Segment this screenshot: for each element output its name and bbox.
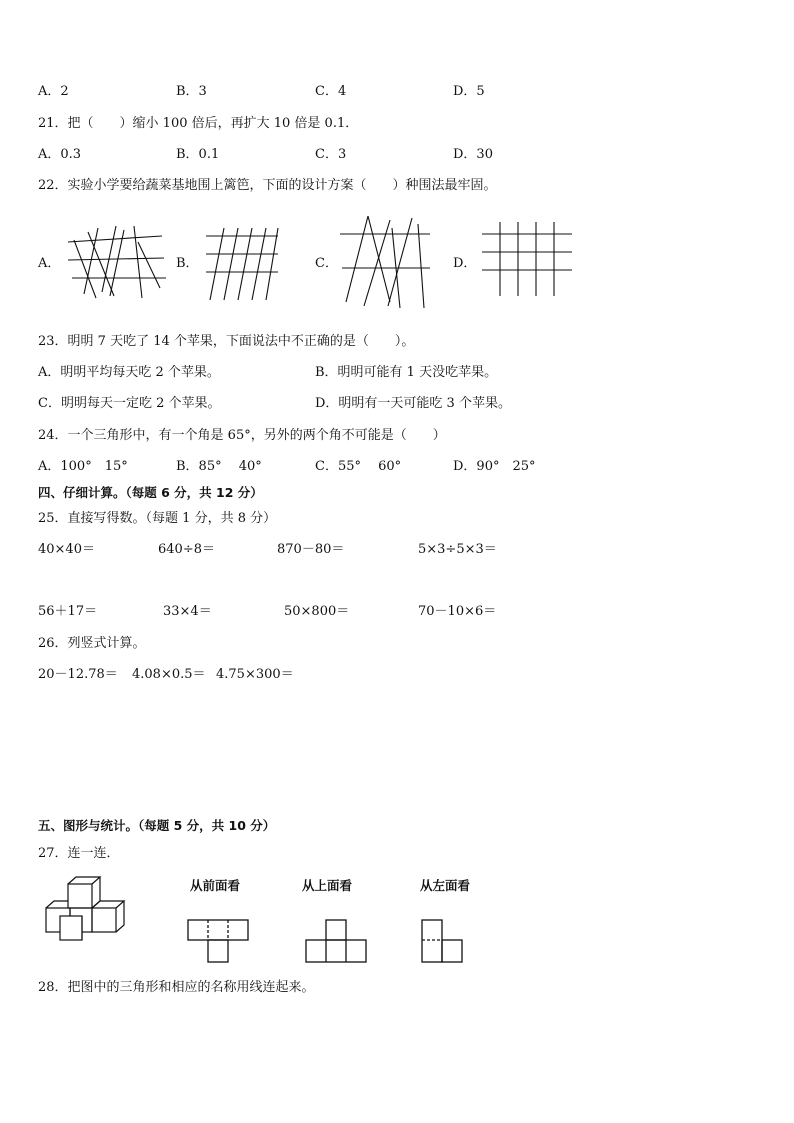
option-d: D．30 (453, 147, 493, 162)
option-d: D．90° 25° (453, 459, 536, 474)
question-26: 26．列竖式计算。 (38, 636, 146, 651)
option-d-label: D． (453, 256, 477, 271)
option-c: C．55° 60° (315, 459, 402, 474)
option-d: D．5 (453, 84, 485, 99)
option-a: A．明明平均每天吃 2 个苹果。 (38, 365, 220, 380)
option-a: A．2 (38, 84, 69, 99)
option-a: A．100° 15° (38, 459, 128, 474)
fence-design-a-figure (68, 222, 168, 300)
fence-design-b-figure (206, 224, 280, 302)
option-b: B．明明可能有 1 天没吃苹果。 (315, 365, 498, 380)
calc-item: 70－10×6＝ (418, 604, 497, 619)
question-25: 25．直接写得数。（每题 1 分，共 8 分） (38, 511, 277, 526)
option-b: B．85° 40° (176, 459, 262, 474)
question-23: 23．明明 7 天吃了 14 个苹果，下面说法中不正确的是（ ）。 (38, 334, 415, 349)
option-b: B．0.1 (176, 147, 220, 162)
view-label-front: 从前面看 (190, 878, 241, 893)
top-view-figure (304, 918, 370, 964)
option-c-label: C． (315, 256, 338, 271)
calc-item: 56＋17＝ (38, 604, 98, 619)
section-5-heading: 五、图形与统计。（每题 5 分，共 10 分） (38, 818, 276, 833)
calc-item: 5×3÷5×3＝ (418, 542, 497, 557)
question-28: 28．把图中的三角形和相应的名称用线连起来。 (38, 980, 315, 995)
fence-design-c-figure (340, 214, 432, 310)
calc-item: 50×800＝ (284, 604, 350, 619)
cube-stack-figure (42, 874, 138, 944)
option-c: C．4 (315, 84, 347, 99)
question-24: 24．一个三角形中，有一个角是 65°，另外的两个角不可能是（ ） (38, 428, 446, 443)
option-a-label: A． (38, 256, 61, 271)
section-4-heading: 四、仔细计算。（每题 6 分，共 12 分） (38, 485, 263, 500)
option-b: B．3 (176, 84, 207, 99)
view-label-top: 从上面看 (302, 878, 353, 893)
front-view-figure (186, 918, 250, 966)
question-22: 22．实验小学要给蔬菜基地围上篱笆，下面的设计方案（ ）种围法最牢固。 (38, 178, 497, 193)
calc-item: 33×4＝ (163, 604, 212, 619)
question-27: 27．连一连． (38, 846, 120, 861)
calc-item: 640÷8＝ (158, 542, 215, 557)
option-a: A．0.3 (38, 147, 82, 162)
vertical-calc-item: 4.75×300＝ (216, 667, 294, 682)
option-b-label: B． (176, 256, 199, 271)
vertical-calc-item: 4.08×0.5＝ (132, 667, 206, 682)
vertical-calc-item: 20－12.78＝ (38, 667, 118, 682)
question-21: 21．把（ ）缩小 100 倍后，再扩大 10 倍是 0.1． (38, 116, 359, 131)
view-label-left: 从左面看 (420, 878, 471, 893)
option-c: C．3 (315, 147, 347, 162)
left-view-figure (420, 918, 466, 966)
option-c: C．明明每天一定吃 2 个苹果。 (38, 396, 221, 411)
calc-item: 40×40＝ (38, 542, 95, 557)
calc-item: 870－80＝ (277, 542, 345, 557)
option-d: D．明明有一天可能吃 3 个苹果。 (315, 396, 511, 411)
fence-design-d-figure (482, 220, 574, 300)
